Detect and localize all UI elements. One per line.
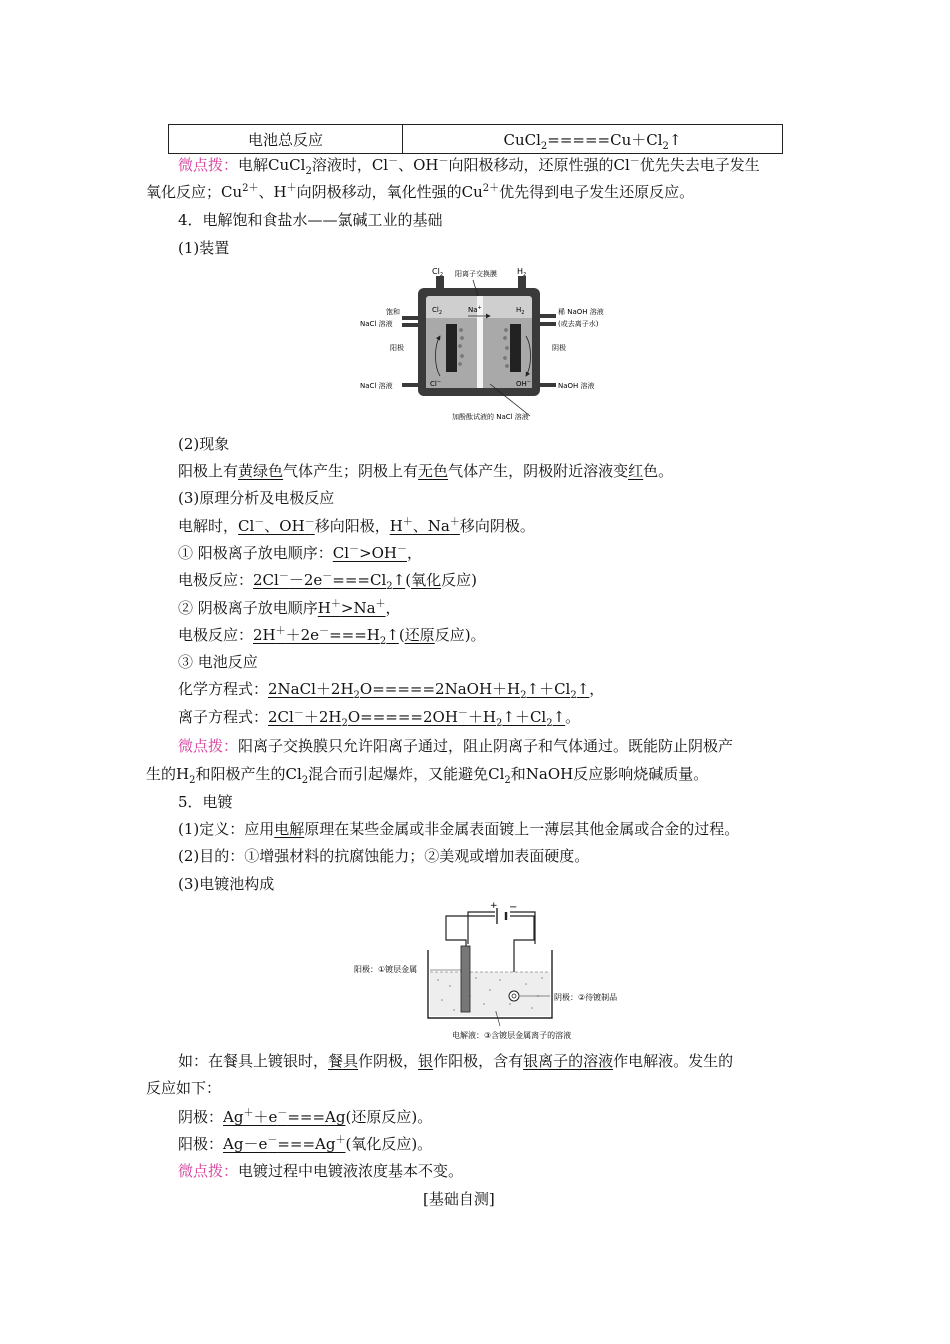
note-label: 微点拨： bbox=[178, 156, 239, 174]
anode-electrode bbox=[446, 324, 457, 372]
t: ， bbox=[407, 544, 423, 562]
f0: CuCl bbox=[503, 130, 541, 149]
answer-blank: Ag＋＋e－===Ag bbox=[223, 1108, 346, 1126]
t: 色。 bbox=[643, 462, 674, 480]
answer-blank: $2H^++2e^-===H_2↑$ bbox=[253, 626, 399, 647]
t: 氧化反应；Cu bbox=[146, 183, 243, 201]
t: 、H bbox=[258, 183, 287, 201]
anode-reaction-line bbox=[178, 570, 477, 590]
answer-blank: 电解 bbox=[274, 820, 305, 838]
table-cell-label bbox=[169, 125, 403, 154]
answer-blank: $2NaCl+2H_2O=====2NaOH+H_2↑+Cl_2↑$ bbox=[268, 680, 590, 701]
answer-blank: 还原 bbox=[404, 626, 435, 644]
section5-title: 5．电镀 bbox=[178, 793, 233, 811]
t: 作阴极， bbox=[358, 1052, 419, 1070]
t: 阳极： bbox=[178, 1135, 224, 1153]
label-bottom: 加酚酞试液的 NaCl 溶液 bbox=[452, 413, 529, 421]
section5-composition: (3)电镀池构成 bbox=[178, 875, 275, 893]
wire-left bbox=[468, 912, 495, 944]
section4-sub1: (1)装置 bbox=[178, 239, 230, 257]
answer-blank: Cl－、OH－ bbox=[238, 517, 315, 535]
label-anode: 阳极：①镀层金属 bbox=[354, 965, 418, 974]
t: 离子方程式： bbox=[178, 708, 269, 726]
t: 优先得到电子发生还原反应。 bbox=[499, 183, 695, 201]
t: 和NaOH反应影响烧碱质量。 bbox=[510, 765, 709, 783]
answer-blank: $2Cl^-+2H_2O=====2OH^-+H_2↑+Cl_2↑$ bbox=[268, 708, 566, 729]
cell-formula bbox=[503, 130, 682, 152]
t: 原理在某些金属或非金属表面镀上一薄层其他金属或合金的过程。 bbox=[304, 820, 740, 838]
answer-blank: Cl－>OH－ bbox=[332, 544, 408, 562]
chemical-equation-line bbox=[178, 679, 604, 699]
t: 电镀过程中电镀液浓度基本不变。 bbox=[238, 1162, 464, 1180]
t: － bbox=[388, 156, 399, 167]
right-outlet-pipe bbox=[538, 383, 556, 387]
wire-right bbox=[510, 912, 535, 944]
answer-blank: 银 bbox=[418, 1052, 434, 1070]
t: 和阳极产生的Cl bbox=[195, 765, 302, 783]
h2-outlet bbox=[518, 276, 526, 290]
t: 移向阴极。 bbox=[459, 517, 535, 535]
t: 向阴极移动，氧化性强的Cu bbox=[296, 183, 483, 201]
t: 2 bbox=[305, 166, 312, 177]
label-electrolyte: 电解液：③含镀层金属离子的溶液 bbox=[452, 1031, 572, 1040]
t: 混合而引起爆炸，又能避免Cl bbox=[308, 765, 505, 783]
label-left-in2: NaCl 溶液 bbox=[360, 320, 393, 328]
note3-line bbox=[178, 1161, 463, 1181]
footer-heading: [基础自测] bbox=[423, 1190, 495, 1208]
t: 移向阳极， bbox=[314, 517, 390, 535]
label-right-in2: (或去离子水) bbox=[558, 320, 599, 328]
label-na-inside: Na+ bbox=[468, 305, 482, 314]
note-label: 微点拨： bbox=[178, 737, 239, 755]
label-left-in1: 饱和 bbox=[386, 308, 400, 316]
t: 电解时， bbox=[178, 517, 239, 535]
t: 阳离子交换膜只允许阳离子通过，阻止阴离子和气体通过。既能防止阴极产 bbox=[238, 737, 734, 755]
t: 气体产生；阴极上有 bbox=[283, 462, 419, 480]
t: 溶液时，Cl bbox=[311, 156, 389, 174]
label-right-in1: 稀 NaOH 溶液 bbox=[558, 308, 604, 316]
right-inlet-pipe bbox=[538, 314, 556, 318]
left-inlet-pipe bbox=[402, 316, 420, 320]
label-oh-inside: OH− bbox=[516, 379, 531, 388]
t: － bbox=[629, 156, 640, 167]
migration-line bbox=[178, 516, 535, 536]
t: 电解CuCl bbox=[238, 156, 306, 174]
t: 作电解液。发生的 bbox=[613, 1052, 734, 1070]
t: 2＋ bbox=[242, 183, 259, 194]
answer-blank: 餐具 bbox=[328, 1052, 359, 1070]
note2-line1 bbox=[178, 736, 733, 756]
f2: =====Cu＋Cl bbox=[547, 130, 663, 149]
answer-blank: 无色 bbox=[418, 462, 449, 480]
answer-blank: $2Cl^--2e^-===Cl_2↑$ bbox=[253, 571, 406, 592]
left-inlet-pipe-b bbox=[402, 323, 420, 327]
section5-definition bbox=[178, 819, 739, 839]
example-line1 bbox=[178, 1051, 733, 1071]
cell-text: 电池总反应 bbox=[247, 130, 323, 149]
reaction-table bbox=[168, 124, 783, 154]
wire-top-right bbox=[510, 916, 534, 920]
t: 优先失去电子发生 bbox=[639, 156, 760, 174]
label-left-out: NaCl 溶液 bbox=[360, 382, 393, 390]
label-cathode: 阴极：②待镀制品 bbox=[554, 993, 618, 1002]
t: 生的H bbox=[146, 765, 190, 783]
t: 。 bbox=[565, 708, 581, 726]
t: (还原反应)。 bbox=[345, 1108, 433, 1126]
label-cl2-inside: $Cl_2$ bbox=[432, 306, 443, 316]
t: 2 bbox=[301, 775, 309, 786]
label-membrane: 阳离子交换膜 bbox=[455, 270, 497, 278]
t: 反应)。 bbox=[434, 626, 486, 644]
t: 阳极上有 bbox=[178, 462, 239, 480]
plus-sign: + bbox=[490, 901, 498, 911]
f1: 2 bbox=[540, 140, 548, 152]
electrolyte bbox=[430, 972, 550, 1016]
label-cl-inside: Cl− bbox=[430, 379, 442, 388]
cathode-item bbox=[509, 991, 519, 1001]
t: 作阳极，含有 bbox=[433, 1052, 524, 1070]
t: 向阳极移动，还原性强的Cl bbox=[448, 156, 630, 174]
example-line2: 反应如下： bbox=[146, 1079, 222, 1097]
answer-blank: 氧化 bbox=[411, 571, 442, 589]
label-h2-top: $H_2$ bbox=[517, 267, 527, 278]
plating-cathode-line bbox=[178, 1107, 432, 1127]
note1-line1 bbox=[178, 155, 760, 175]
t: 2 bbox=[189, 775, 196, 786]
label-cl2-top: $Cl_2$ bbox=[432, 267, 443, 278]
label-cathode: 阴极 bbox=[552, 344, 566, 352]
anode-metal bbox=[461, 946, 470, 1012]
answer-blank: 银离子的溶液 bbox=[523, 1052, 614, 1070]
t: 气体产生，阴极附近溶液变 bbox=[448, 462, 629, 480]
answer-blank: H＋、Na＋ bbox=[389, 517, 460, 535]
t: 电极反应： bbox=[178, 626, 254, 644]
table-row bbox=[169, 125, 783, 154]
t: 阴极： bbox=[178, 1108, 224, 1126]
label-anode: 阳极 bbox=[390, 344, 404, 352]
t: (氧化反应)。 bbox=[345, 1135, 433, 1153]
cl2-outlet bbox=[436, 276, 444, 290]
t: － bbox=[438, 156, 449, 167]
label-h2-inside: $H_2$ bbox=[516, 306, 525, 316]
f3: 2 bbox=[662, 140, 669, 152]
note1-line2 bbox=[146, 182, 694, 202]
note2-line2 bbox=[146, 764, 708, 784]
t: ， bbox=[385, 599, 401, 617]
cell-reaction-heading: ③ 电池反应 bbox=[178, 653, 258, 671]
section4-sub2: (2)现象 bbox=[178, 435, 230, 453]
phenomenon-line bbox=[178, 461, 673, 481]
electroplating-cell-diagram bbox=[350, 900, 630, 1048]
ionic-equation-line bbox=[178, 707, 580, 727]
chlor-alkali-cell-diagram bbox=[360, 266, 610, 422]
wire-top-left bbox=[446, 916, 495, 920]
t: 2＋ bbox=[482, 183, 500, 194]
label-right-out: NaOH 溶液 bbox=[558, 382, 595, 390]
section4-sub3: (3)原理分析及电极反应 bbox=[178, 489, 335, 507]
left-outlet-pipe bbox=[402, 383, 420, 387]
section5-purpose: (2)目的：①增强材料的抗腐蚀能力；②美观或增加表面硬度。 bbox=[178, 847, 590, 865]
t: 2 bbox=[504, 775, 511, 786]
t: ( bbox=[398, 626, 405, 644]
cathode-electrode bbox=[510, 324, 521, 372]
t: ＋ bbox=[286, 183, 297, 194]
note-label: 微点拨： bbox=[178, 1162, 239, 1180]
t: 如：在餐具上镀银时， bbox=[178, 1052, 329, 1070]
answer-blank: Ag－e－===Ag＋ bbox=[223, 1135, 346, 1153]
t: (1)定义：应用 bbox=[178, 820, 275, 838]
t: 反应) bbox=[441, 571, 477, 589]
right-inlet-pipe-b bbox=[538, 322, 556, 326]
t: ① 阳极离子放电顺序： bbox=[178, 544, 333, 562]
answer-blank: 黄绿色 bbox=[238, 462, 284, 480]
answer-blank: H＋>Na＋ bbox=[317, 599, 386, 617]
anode-order-line bbox=[178, 543, 422, 563]
t: 电极反应： bbox=[178, 571, 254, 589]
cathode-order-line bbox=[178, 598, 401, 618]
cathode-reaction-line bbox=[178, 625, 486, 645]
table-cell-value bbox=[403, 125, 783, 154]
minus-sign: − bbox=[509, 902, 518, 913]
answer-blank: 红 bbox=[628, 462, 644, 480]
t: ② 阴极离子放电顺序 bbox=[178, 599, 318, 617]
plating-anode-line bbox=[178, 1134, 432, 1154]
t: ， bbox=[589, 680, 605, 698]
section4-title: 4．电解饱和食盐水——氯碱工业的基础 bbox=[178, 211, 443, 229]
t: 、OH bbox=[398, 156, 439, 174]
f4: ↑ bbox=[668, 130, 682, 149]
t: ( bbox=[405, 571, 412, 589]
t: 化学方程式： bbox=[178, 680, 269, 698]
